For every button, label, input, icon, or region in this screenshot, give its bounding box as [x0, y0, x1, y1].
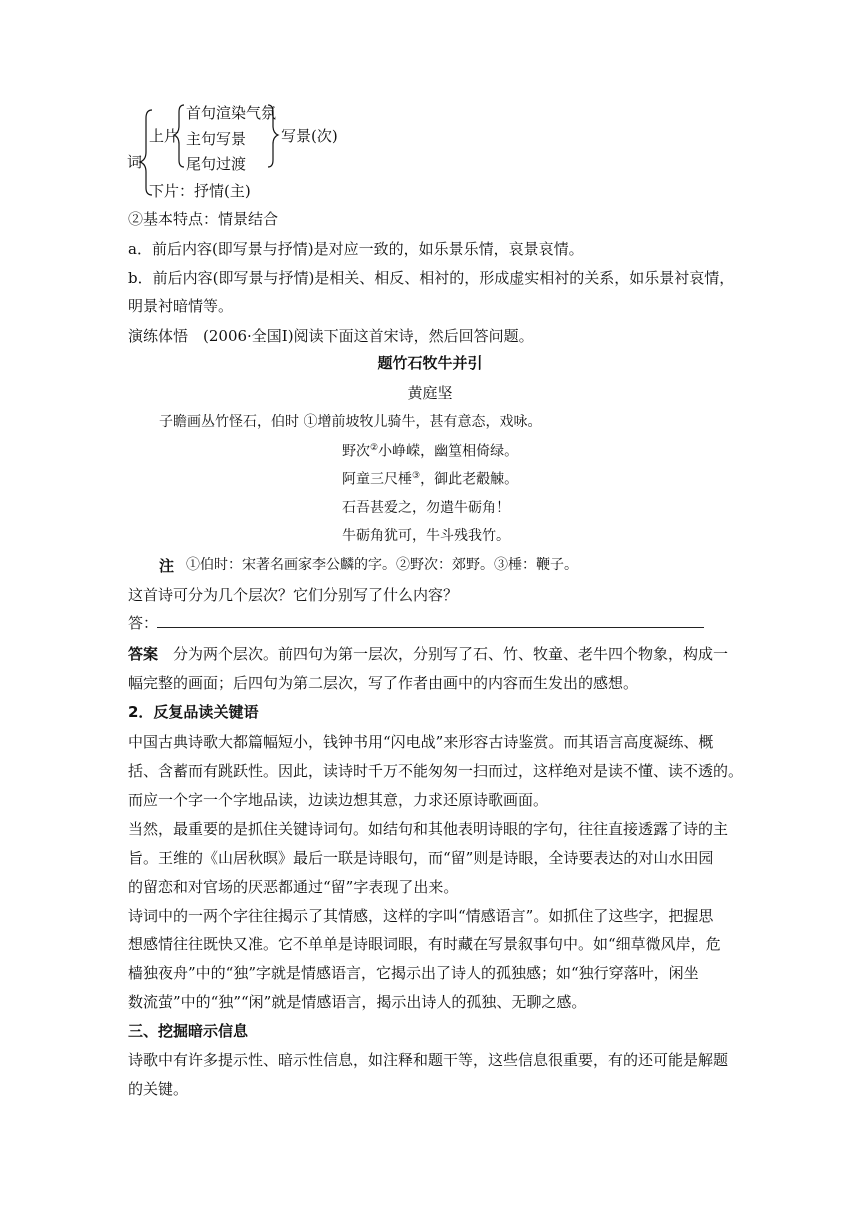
- note-label: 注: [159, 557, 175, 575]
- section2-heading: 2．反复品读关键语: [128, 703, 259, 721]
- exercise-text: (2006·全国Ⅰ)阅读下面这首宋诗，然后回答问题。: [203, 327, 534, 345]
- section2-p3-line3: 樯独夜舟”中的“独”字就是情感语言，它揭示出了诗人的孤独感；如“独行穿落叶，闲坐: [128, 964, 699, 982]
- section3-line1: 诗歌中有许多提示性、暗示性信息，如注释和题干等，这些信息很重要，有的还可能是解题: [128, 1051, 729, 1069]
- poem-title: 题竹石牧牛并引: [377, 354, 483, 372]
- section2-p3-line1: 诗词中的一两个字往往揭示了其情感，这样的字叫“情感语言”。如抓住了这些字，把握思: [128, 907, 714, 925]
- point-a: a．前后内容(即写景与抒情)是对应一致的，如乐景乐情，哀景哀情。: [128, 240, 584, 258]
- section2-p2-line3: 的留恋和对官场的厌恶都通过“留”字表现了出来。: [128, 878, 459, 896]
- poem-line-2: 阿童三尺棰③，御此老觳觫。: [342, 471, 519, 488]
- note-text: ①伯时：宋著名画家李公麟的字。②野次：郊野。③棰：鞭子。: [186, 557, 578, 573]
- answer-prompt: 答：: [128, 614, 159, 632]
- section3-line2: 的关键。: [128, 1080, 189, 1098]
- poem-line-3: 石吾甚爱之，勿遣牛砺角！: [342, 500, 510, 516]
- footnote-marker: ③: [412, 471, 421, 481]
- exercise-label: 演练体悟: [128, 327, 189, 345]
- section2-p3-line2: 想感情往往既快又准。它不单单是诗眼词眼，有时藏在写景叙事句中。如“细草微风岸，危: [128, 935, 721, 953]
- answer-line2: 幅完整的画面；后四句为第二层次，写了作者由画中的内容而生发出的感想。: [128, 674, 639, 692]
- section2-p2-line2: 旨。王维的《山居秋暝》最后一联是诗眼句，而“留”则是诗眼，全诗要表达的对山水田园: [128, 849, 714, 867]
- poem-preface: 子瞻画丛竹怪石，伯时 ①增前坡牧儿骑牛，甚有意态，戏咏。: [159, 414, 542, 430]
- poem-line-1: 野次②小峥嵘，幽篁相倚绿。: [342, 443, 519, 460]
- answer-line1: 分为两个层次。前四句为第一层次，分别写了石、竹、牧童、老牛四个物象，构成一: [173, 645, 729, 663]
- point-b-line2: 明景衬暗情等。: [128, 297, 234, 315]
- diagram-upper-label: 上片: [149, 127, 180, 145]
- poem-line-4: 牛砺角犹可，牛斗残我竹。: [342, 528, 510, 544]
- diagram-item-1: 首句渲染气氛: [186, 104, 277, 122]
- diagram-item-2: 主句写景: [186, 130, 247, 148]
- diagram-upper-result: 写景(次): [281, 127, 338, 145]
- section3-heading: 三、挖掘暗示信息: [128, 1022, 249, 1040]
- poem-author: 黄庭坚: [407, 384, 453, 402]
- features-heading: ②基本特点：情景结合: [128, 210, 279, 228]
- structure-brace-diagram: [0, 0, 860, 210]
- answer-blank-line[interactable]: [157, 627, 704, 628]
- footnote-marker: ②: [370, 443, 379, 453]
- section2-p2-line1: 当然，最重要的是抓住关键诗词句。如结句和其他表明诗眼的字句，往往直接透露了诗的主: [128, 820, 729, 838]
- diagram-lower-label: 下片：抒情(主): [149, 182, 251, 200]
- point-b-line1: b．前后内容(即写景与抒情)是相关、相反、相衬的，形成虚实相衬的关系，如乐景衬哀情，: [128, 269, 735, 287]
- section2-p1-line1: 中国古典诗歌大都篇幅短小，钱钟书用“闪电战”来形容古诗鉴赏。而其语言高度凝练、概: [128, 733, 714, 751]
- section2-p1-line2: 括、含蓄而有跳跃性。因此，读诗时千万不能匆匆一扫而过，这样绝对是读不懂、读不透的。: [128, 762, 744, 780]
- diagram-root-label: 词: [127, 153, 143, 171]
- section2-p3-line4: 数流萤”中的“独”“闲”就是情感语言，揭示出诗人的孤独、无聊之感。: [128, 993, 587, 1011]
- section2-p1-line3: 而应一个字一个字地品读，边读边想其意，力求还原诗歌画面。: [128, 791, 549, 809]
- answer-label: 答案: [128, 645, 159, 663]
- question: 这首诗可分为几个层次？它们分别写了什么内容？: [128, 586, 459, 604]
- diagram-item-3: 尾句过渡: [186, 155, 247, 173]
